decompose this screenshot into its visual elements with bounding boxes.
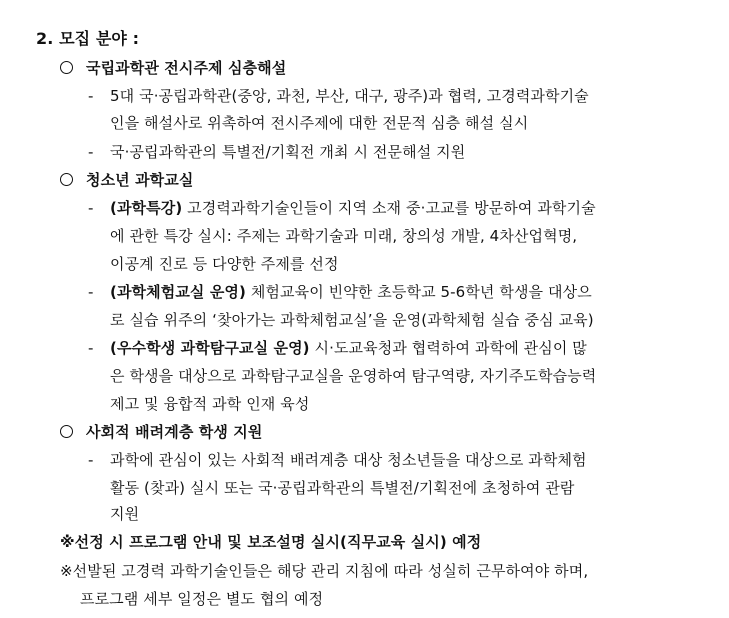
list-item: - 5대 국·공립과학관(중앙, 과천, 부산, 대구, 광주)과 협력, 고경력과학기술 xyxy=(88,87,589,105)
circle-bullet-icon xyxy=(60,425,73,438)
list-item: - 과학에 관심이 있는 사회적 배려계층 대상 청소년들을 대상으로 과학체험 xyxy=(88,451,587,469)
list-item-continued: 인을 해설사로 위촉하여 전시주제에 대한 전문적 심층 해설 실시 xyxy=(110,114,529,132)
list-item-continued: 로 실습 위주의 ‘찾아가는 과학체험교실’을 운영(과학체험 실습 중심 교육) xyxy=(110,311,594,329)
circle-bullet-icon xyxy=(60,61,73,74)
list-item: - 국·공립과학관의 특별전/기획전 개최 시 전문해설 지원 xyxy=(88,143,466,161)
section-heading: 2. 모집 분야 : xyxy=(36,29,140,48)
note-duty-continued: 프로그램 세부 일정은 별도 협의 예정 xyxy=(80,590,324,608)
list-item: - (과학체험교실 운영) 체험교육이 빈약한 초등학교 5-6학년 학생을 대상으 xyxy=(88,283,592,301)
section-title-youth-science-class: 청소년 과학교실 xyxy=(60,170,193,190)
note-orientation: ※선정 시 프로그램 안내 및 보조설명 실시(직무교육 실시) 예정 xyxy=(60,533,482,551)
circle-bullet-icon xyxy=(60,173,73,186)
list-item-continued: 제고 및 융합적 과학 인재 육성 xyxy=(110,395,310,413)
section-title-science-museum: 국립과학관 전시주제 심층해설 xyxy=(60,58,286,78)
list-item-continued: 활동 (찾과) 실시 또는 국·공립과학관의 특별전/기획전에 초청하여 관람 xyxy=(110,479,575,497)
list-item-continued: 지원 xyxy=(110,505,140,523)
list-item-continued: 에 관한 특강 실시: 주제는 과학기술과 미래, 창의성 개발, 4차산업혁명, xyxy=(110,227,578,245)
list-item: - (과학특강) 고경력과학기술인들이 지역 소재 중·고교를 방문하여 과학기술 xyxy=(88,199,596,217)
section-title-social-support: 사회적 배려계층 학생 지원 xyxy=(60,422,262,442)
list-item-continued: 은 학생을 대상으로 과학탐구교실을 운영하여 탐구역량, 자기주도학습능력 xyxy=(110,367,597,385)
note-duty: ※선발된 고경력 과학기술인들은 해당 관리 지침에 따라 성실히 근무하여야 하며, xyxy=(60,562,589,580)
list-item-continued: 이공계 진로 등 다양한 주제를 선정 xyxy=(110,255,339,273)
list-item: - (우수학생 과학탐구교실 운영) 시·도교육청과 협력하여 과학에 관심이 많 xyxy=(88,339,587,357)
